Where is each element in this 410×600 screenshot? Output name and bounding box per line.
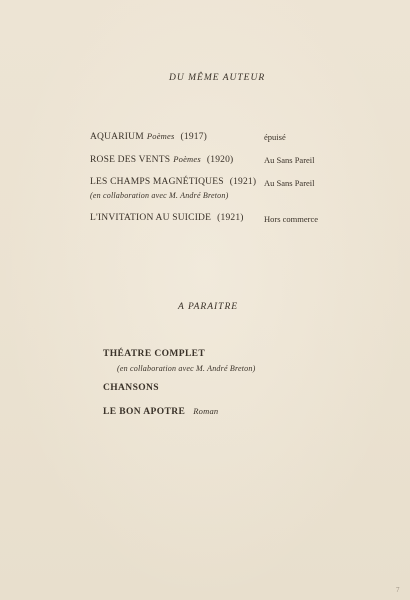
book-year: (1920) (206, 155, 234, 165)
book-title: LES CHAMPS MAGNÉTIQUES (90, 177, 224, 187)
book-collaboration-note: (en collaboration avec M. André Breton) (90, 191, 229, 200)
forthcoming-title: LE BON APOTRE (103, 407, 186, 417)
du-meme-auteur-heading: DU MÊME AUTEUR (169, 73, 266, 83)
forthcoming-title-chansons: CHANSONS (103, 383, 159, 393)
forthcoming-entry-le-bon-apotre (103, 406, 218, 417)
book-status: Hors commerce (264, 214, 319, 224)
book-entry-les-champs-magnetiques (90, 177, 256, 187)
forthcoming-collaboration-note: (en collaboration avec M. André Breton) (117, 364, 256, 373)
forthcoming-subtitle: Roman (193, 406, 219, 416)
book-subtitle: Poèmes (173, 154, 201, 164)
page-mark: 7 (396, 586, 400, 594)
book-entry-rose-des-vents (90, 154, 233, 165)
book-year: (1921) (217, 213, 244, 223)
book-status: Au Sans Pareil (264, 155, 315, 165)
book-subtitle: Poèmes (146, 131, 175, 141)
book-year: (1917) (180, 132, 208, 142)
forthcoming-title-theatre-complet: THÉATRE COMPLET (103, 349, 206, 359)
book-title: L'INVITATION AU SUICIDE (90, 213, 212, 223)
book-status: épuisé (264, 132, 286, 142)
book-entry-aquarium (90, 131, 207, 142)
a-paraitre-heading: A PARAITRE (178, 302, 239, 312)
book-status: Au Sans Pareil (264, 178, 315, 188)
book-title: AQUARIUM (90, 132, 144, 142)
book-title: ROSE DES VENTS (90, 155, 171, 165)
book-year: (1921) (229, 177, 257, 187)
book-entry-invitation-au-suicide (90, 213, 244, 223)
